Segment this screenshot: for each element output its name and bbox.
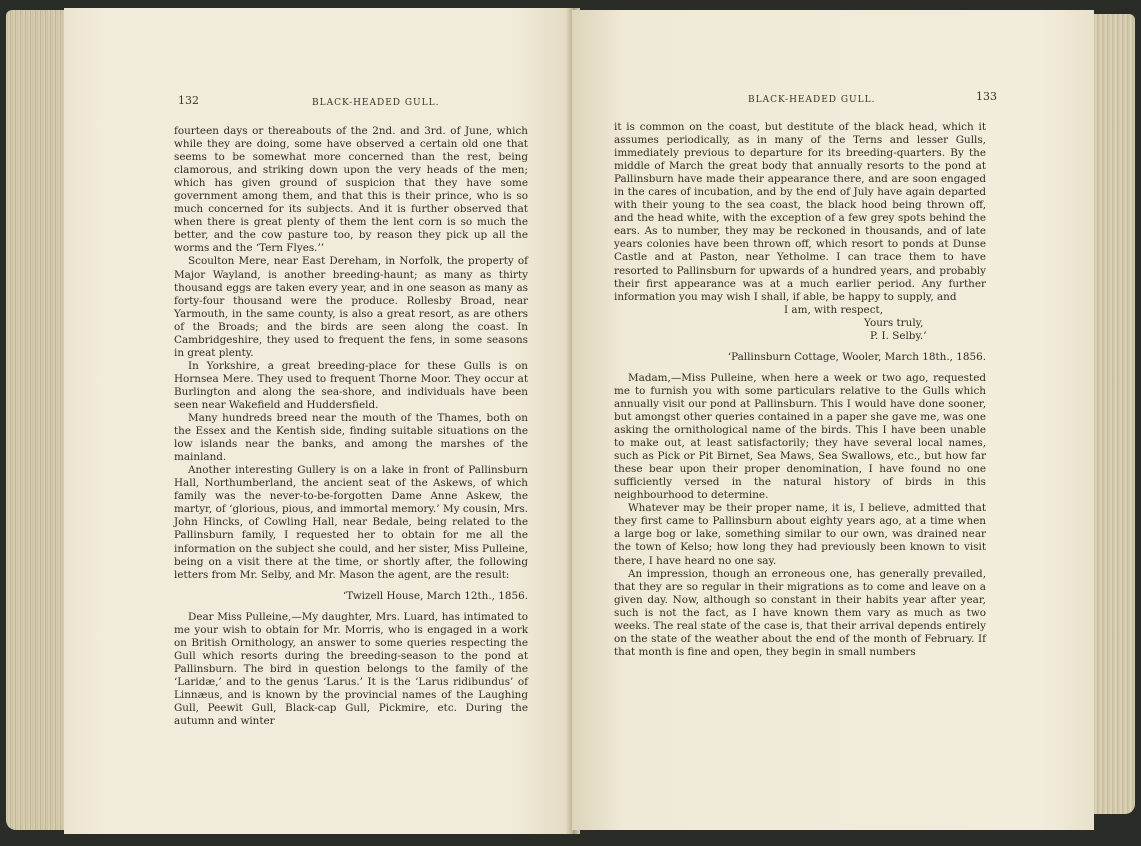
right-page-body: [614, 121, 986, 659]
left-page-paragraph: Scoulton Mere, near East Dereham, in Norfolk, the property of Major Wayland, is another breeding-haunt; as many as thirty thousand eggs are taken every year, and in one season as many as forty-four thousand were the produce. Rollesby Broad, near Yarmouth, in the same county, is also a great resort, as are others of the Broads; and the birds are seen along the coast. In Cambridgeshire, they used to frequent the fens, in some seasons in great plenty.: [174, 255, 528, 359]
right-page-paragraph: An impression, though an erroneous one, has generally prevailed, that they are so regular in their migrations as to come and leave on a given day. Now, although so constant in their habits year after year, such is not the fact, as I have known them vary as much as two weeks. The real state of the case is, that their arrival depends entirely on the state of the weather about the end of the month of February. If that month is fine and open, they begin in small numbers: [614, 567, 986, 658]
right-page-paragraph: P. I. Selby.’: [870, 329, 927, 342]
left-page: [64, 8, 572, 834]
right-page: [572, 10, 1094, 830]
right-page-paragraph: Yours truly,: [864, 316, 924, 329]
left-page-paragraph: Another interesting Gullery is on a lake in front of Pallinsburn Hall, Northumberland, the ancient seat of the Askews, of which family was the never-to-be-forgotten Dame Anne Askew, the martyr, of ‘glorious, pious, and immortal memory.’ My cousin, Mrs. John Hincks, of Cowling Hall, near Bedale, being related to the Pallinsburn family, I requested her to obtain for me all the information on the subject she could, and her sister, Miss Pulleine, being on a visit there at the time, or shortly after, the following letters from Mr. Selby, and Mr. Mason the agent, are the result:: [174, 464, 528, 581]
left-page-paragraph: Many hundreds breed near the mouth of the Thames, both on the Essex and the Kentish side, finding suitable situations on the low islands near the banks, and among the marshes of the mainland.: [174, 412, 528, 464]
right-page-paragraph: Whatever may be their proper name, it is, I believe, admitted that they first came to Pallinsburn about eighty years ago, at a time when a large bog or lake, something similar to our own, was drained near the town of Kelso; how long they had previously been known to visit there, I have heard no one say.: [614, 502, 986, 567]
left-page-paragraph: fourteen days or thereabouts of the 2nd. and 3rd. of June, which while they are doing, some have observed a certain old one that seems to be somewhat more concerned than the rest, being clamorous, and striking down upon the very heads of the men; which has given ground of suspicion that they have some government among them, and that this is their prince, who is so much concerned for its subjects. And it is further observed that when there is great plenty of them the lent corn is so much the better, and the cow pasture too, by reason they pick up all the worms and the ‘Tern Flyes.’’: [174, 125, 528, 255]
right-page-paragraph: I am, with respect,: [784, 303, 883, 316]
right-page-paragraph: Madam,—Miss Pulleine, when here a week or two ago, requested me to furnish you with some particulars relative to the Gulls which annually visit our pond at Pallinsburn. This I would have done sooner, but amongst other queries contained in a paper she gave me, was one asking the ornithological name of the birds. This I have been unable to make out, at least satisfactorily; they have several local names, such as Pick or Pit Birnet, Sea Maws, Sea Swallows, etc., but how far these bear upon their proper denomination, I have found no one sufficiently versed in the natural history of birds in this neighbourhood to determine.: [614, 371, 986, 502]
right-page-paragraph: ‘Pallinsburn Cottage, Wooler, March 18th., 1856.: [727, 350, 986, 363]
left-running-head: BLACK-HEADED GULL.: [312, 98, 440, 108]
right-running-head: BLACK-HEADED GULL.: [748, 95, 876, 105]
left-page-paragraph: Dear Miss Pulleine,—My daughter, Mrs. Luard, has intimated to me your wish to obtain for Mr. Morris, who is engaged in a work on British Ornithology, an answer to some queries respecting the Gull which resorts during the breeding-season to the pond at Pallinsburn. The bird in question belongs to the family of the ‘Laridæ,’ and to the genus ‘Larus.’ It is the ‘Larus ridibundus’ of Linnæus, and is known by the provincial names of the Laughing Gull, Peewit Gull, Black-cap Gull, Pickmire, etc. During the autumn and winter: [174, 610, 528, 728]
right-page-paragraph: it is common on the coast, but destitute of the black head, which it assumes periodically, as in many of the Terns and lesser Gulls, immediately previous to departure for its breeding-quarters. By the middle of March the great body that annually resorts to the pond at Pallinsburn have made their appearance there, and are soon engaged in the cares of incubation, and by the end of July have again departed with their young to the sea coast, the black hood being thrown off, and the head white, with the exception of a few grey spots behind the ears. As to number, they may be reckoned in thousands, and of late years colonies have been thrown off, which resort to ponds at Dunse Castle and at Paston, near Yetholme. I can trace them to have resorted to Pallinsburn for upwards of a hundred years, and probably their first appearance was at a much earlier period. Any further information you may wish I shall, if able, be happy to supply, and: [614, 121, 986, 303]
left-page-paragraph: In Yorkshire, a great breeding-place for these Gulls is on Hornsea Mere. They used to frequent Thorne Moor. They occur at Burlington and along the sea-shore, and individuals have been seen near Wakefield and Huddersfield.: [174, 359, 528, 411]
right-page-edges: [1089, 14, 1135, 814]
left-page-number: 132: [178, 94, 199, 107]
left-page-body: [174, 125, 528, 728]
right-page-number: 133: [976, 90, 997, 103]
left-page-edges: [6, 10, 66, 830]
left-page-paragraph: ‘Twizell House, March 12th., 1856.: [342, 589, 528, 602]
